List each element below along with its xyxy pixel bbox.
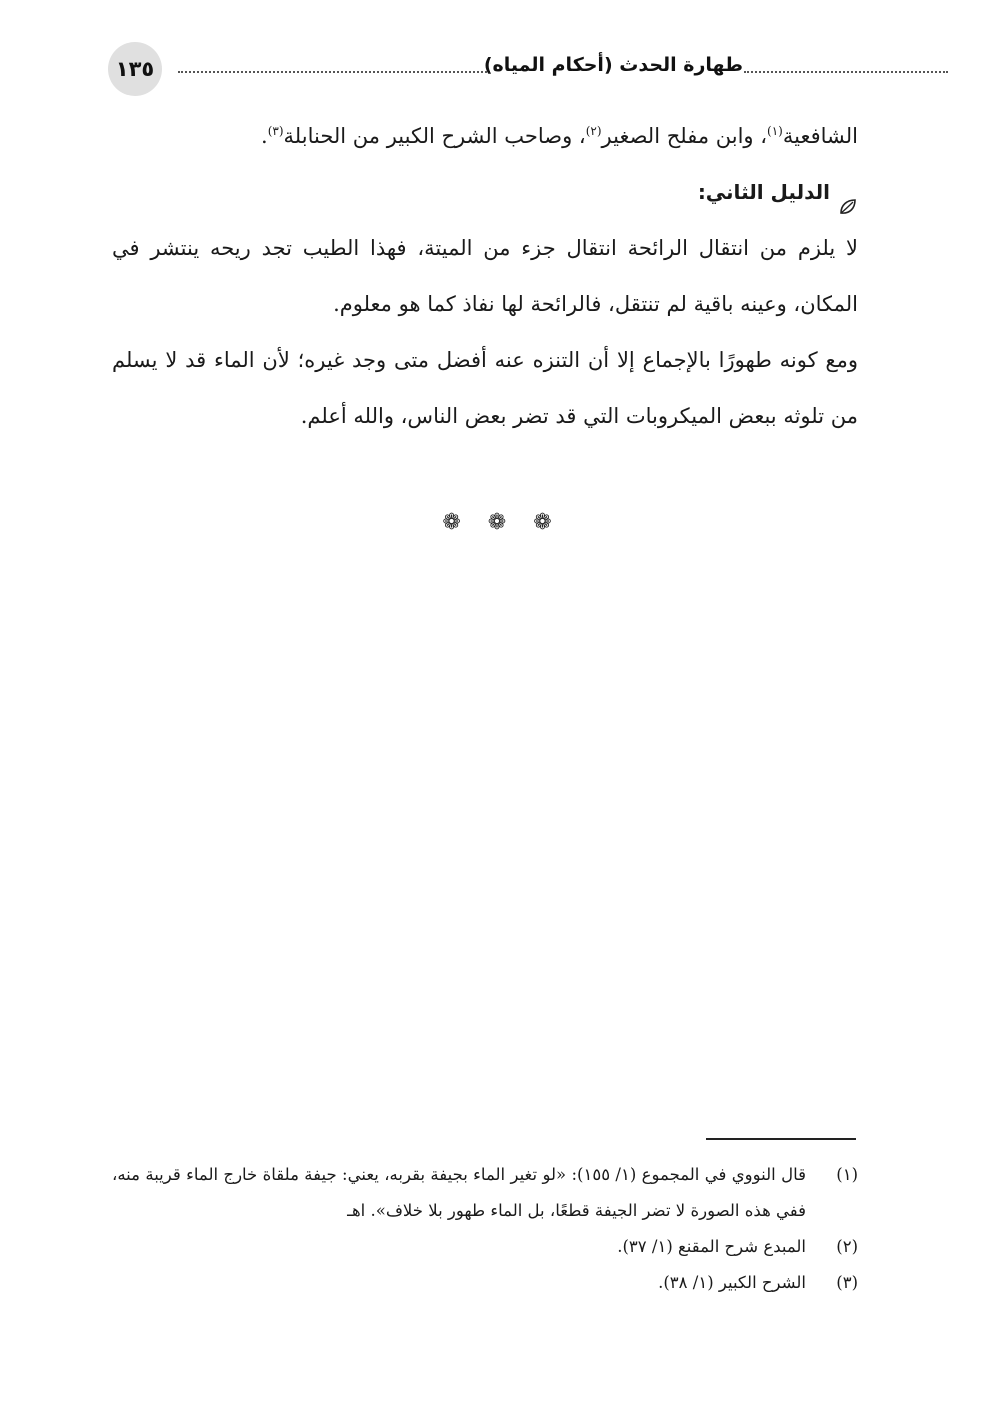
paragraph: ومع كونه طهورًا بالإجماع إلا أن التنزه عنه أفضل متى وجد غيره؛ لأن الماء قد لا يسلم من تلوثه ببعض الميكروبات التي قد تضر بعض الناس، والله أعلم.	[112, 348, 858, 428]
section-heading	[112, 164, 858, 220]
page-header	[108, 42, 848, 98]
paragraph: لا يلزم من انتقال الرائحة انتقال جزء من الميتة، فهذا الطيب تجد ريحه ينتشر في المكان، وعينه باقية لم تنتقل، فالرائحة لها نفاذ كما هو معلوم.	[112, 236, 858, 316]
footnote-text: قال النووي في المجموع (١/ ١٥٥): «لو تغير الماء بجيفة بقربه، يعني: جيفة ملقاة خارج الماء قريبة منه، ففي هذه الصورة لا تضر الجيفة قطعًا، بل الماء طهور بلا خلاف». اهـ	[112, 1165, 806, 1220]
footnote-separator	[706, 1138, 856, 1140]
text-segment: الشافعية	[782, 124, 858, 148]
footnote-ref-2[interactable]: (٢)	[585, 124, 602, 138]
footnote-item	[112, 1265, 858, 1301]
footnote-ref-1[interactable]: (١)	[767, 124, 783, 138]
section-end-ornament: ❁ ❁ ❁	[442, 510, 562, 535]
text-segment: .	[261, 124, 268, 148]
header-dotted-rule-left	[178, 71, 490, 73]
footnote-number: (٢)	[836, 1237, 858, 1256]
text-segment: ، وصاحب الشرح الكبير من الحنابلة	[283, 124, 586, 148]
running-title: طهارة الحدث (أحكام المياه)	[483, 54, 743, 76]
main-text	[112, 108, 858, 444]
footnote-item	[112, 1229, 858, 1265]
leaf-ornament-icon	[838, 182, 858, 202]
header-dotted-rule-right	[744, 71, 948, 73]
footnote-ref-3[interactable]: (٣)	[267, 124, 284, 138]
heading-text: الدليل الثاني:	[697, 180, 830, 204]
page-number: ١٣٥	[108, 42, 162, 96]
paragraph-continuation	[112, 108, 858, 164]
footnotes	[112, 1157, 858, 1301]
footnote-text: الشرح الكبير (١/ ٣٨).	[658, 1273, 806, 1292]
footnote-text: المبدع شرح المقنع (١/ ٣٧).	[617, 1237, 806, 1256]
footnote-item	[112, 1157, 858, 1229]
footnote-number: (١)	[836, 1165, 858, 1184]
text-segment: ، وابن مفلح الصغير	[601, 124, 768, 148]
footnote-number: (٣)	[836, 1273, 858, 1292]
